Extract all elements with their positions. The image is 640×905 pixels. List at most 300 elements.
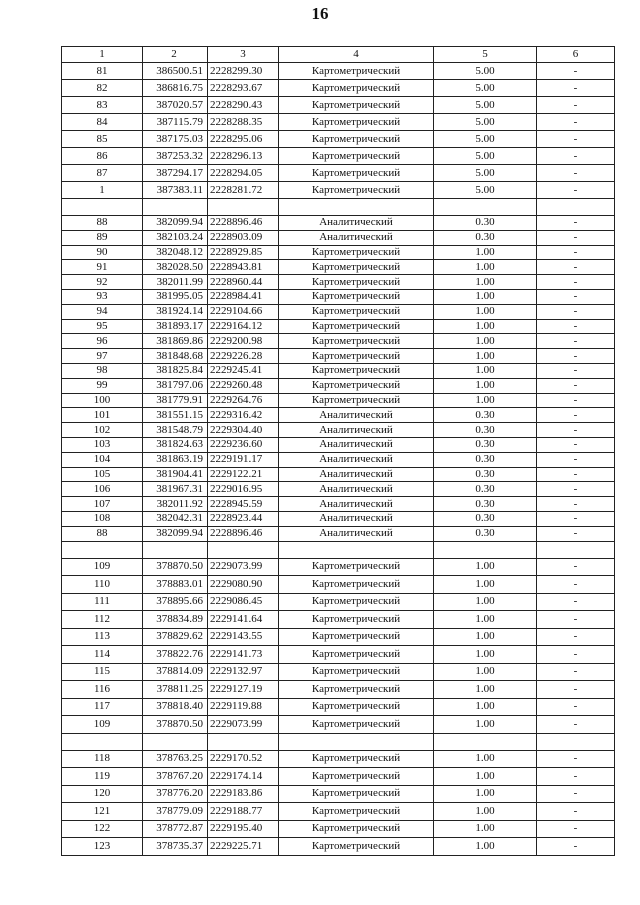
cell-note: - xyxy=(537,230,615,245)
cell-note: - xyxy=(537,289,615,304)
table-row xyxy=(62,114,615,131)
cell-y: 2229164.12 xyxy=(208,319,279,334)
cell-note: - xyxy=(537,663,615,681)
cell-y: 2228945.59 xyxy=(208,497,279,512)
cell-y: 2229304.40 xyxy=(208,423,279,438)
empty-cell xyxy=(434,541,537,558)
cell-accuracy: 0.30 xyxy=(434,230,537,245)
cell-note: - xyxy=(537,165,615,182)
cell-method: Картометрический xyxy=(279,80,434,97)
cell-method: Аналитический xyxy=(279,408,434,423)
cell-note: - xyxy=(537,482,615,497)
cell-point-number: 107 xyxy=(62,497,143,512)
cell-x: 381797.06 xyxy=(143,378,208,393)
cell-method: Картометрический xyxy=(279,63,434,80)
cell-method: Картометрический xyxy=(279,260,434,275)
table-row xyxy=(62,820,615,838)
cell-y: 2229236.60 xyxy=(208,437,279,452)
cell-x: 387175.03 xyxy=(143,131,208,148)
header-cell-x: 2 xyxy=(143,47,208,63)
cell-accuracy: 0.30 xyxy=(434,497,537,512)
cell-method: Картометрический xyxy=(279,698,434,716)
cell-note: - xyxy=(537,768,615,786)
cell-method: Аналитический xyxy=(279,437,434,452)
cell-y: 2229183.86 xyxy=(208,785,279,803)
table-row xyxy=(62,785,615,803)
cell-method: Картометрический xyxy=(279,785,434,803)
header-cell-note: 6 xyxy=(537,47,615,63)
cell-y: 2229264.76 xyxy=(208,393,279,408)
table-header-row xyxy=(62,47,615,63)
cell-note: - xyxy=(537,378,615,393)
cell-point-number: 98 xyxy=(62,363,143,378)
cell-point-number: 101 xyxy=(62,408,143,423)
cell-point-number: 105 xyxy=(62,467,143,482)
cell-accuracy: 0.30 xyxy=(434,482,537,497)
cell-point-number: 114 xyxy=(62,646,143,664)
header-cell-y: 3 xyxy=(208,47,279,63)
cell-y: 2229174.14 xyxy=(208,768,279,786)
header-cell-method: 4 xyxy=(279,47,434,63)
cell-note: - xyxy=(537,216,615,231)
cell-note: - xyxy=(537,148,615,165)
cell-y: 2229195.40 xyxy=(208,820,279,838)
cell-method: Аналитический xyxy=(279,216,434,231)
cell-point-number: 100 xyxy=(62,393,143,408)
cell-y: 2229141.64 xyxy=(208,611,279,629)
table-row xyxy=(62,393,615,408)
cell-y: 2229086.45 xyxy=(208,593,279,611)
cell-accuracy: 5.00 xyxy=(434,97,537,114)
cell-note: - xyxy=(537,558,615,576)
cell-x: 387253.32 xyxy=(143,148,208,165)
cell-method: Картометрический xyxy=(279,319,434,334)
empty-cell xyxy=(279,541,434,558)
table-row xyxy=(62,148,615,165)
cell-point-number: 90 xyxy=(62,245,143,260)
cell-y: 2229122.21 xyxy=(208,467,279,482)
cell-note: - xyxy=(537,511,615,526)
cell-note: - xyxy=(537,698,615,716)
table-row xyxy=(62,363,615,378)
cell-method: Картометрический xyxy=(279,681,434,699)
cell-x: 378735.37 xyxy=(143,838,208,856)
cell-x: 378822.76 xyxy=(143,646,208,664)
cell-x: 381967.31 xyxy=(143,482,208,497)
cell-point-number: 91 xyxy=(62,260,143,275)
cell-x: 382028.50 xyxy=(143,260,208,275)
cell-accuracy: 5.00 xyxy=(434,148,537,165)
table-row xyxy=(62,378,615,393)
cell-y: 2229245.41 xyxy=(208,363,279,378)
table-row xyxy=(62,663,615,681)
cell-point-number: 1 xyxy=(62,182,143,199)
cell-point-number: 119 xyxy=(62,768,143,786)
cell-y: 2229119.88 xyxy=(208,698,279,716)
cell-note: - xyxy=(537,245,615,260)
empty-cell xyxy=(537,199,615,216)
cell-note: - xyxy=(537,393,615,408)
cell-x: 381869.86 xyxy=(143,334,208,349)
cell-method: Аналитический xyxy=(279,423,434,438)
cell-y: 2229316.42 xyxy=(208,408,279,423)
cell-y: 2229132.97 xyxy=(208,663,279,681)
cell-x: 381893.17 xyxy=(143,319,208,334)
cell-method: Картометрический xyxy=(279,803,434,821)
cell-note: - xyxy=(537,319,615,334)
cell-x: 382099.94 xyxy=(143,216,208,231)
cell-x: 386816.75 xyxy=(143,80,208,97)
table-row xyxy=(62,80,615,97)
cell-point-number: 85 xyxy=(62,131,143,148)
cell-point-number: 81 xyxy=(62,63,143,80)
cell-point-number: 116 xyxy=(62,681,143,699)
cell-method: Картометрический xyxy=(279,628,434,646)
cell-note: - xyxy=(537,80,615,97)
cell-method: Картометрический xyxy=(279,131,434,148)
cell-note: - xyxy=(537,467,615,482)
cell-accuracy: 0.30 xyxy=(434,216,537,231)
cell-method: Картометрический xyxy=(279,611,434,629)
cell-method: Картометрический xyxy=(279,289,434,304)
cell-method: Картометрический xyxy=(279,148,434,165)
cell-point-number: 103 xyxy=(62,437,143,452)
cell-x: 378814.09 xyxy=(143,663,208,681)
cell-method: Картометрический xyxy=(279,114,434,131)
table-row xyxy=(62,319,615,334)
cell-accuracy: 0.30 xyxy=(434,423,537,438)
cell-x: 378811.25 xyxy=(143,681,208,699)
cell-point-number: 88 xyxy=(62,526,143,541)
table-row xyxy=(62,467,615,482)
cell-point-number: 117 xyxy=(62,698,143,716)
cell-method: Картометрический xyxy=(279,750,434,768)
cell-method: Аналитический xyxy=(279,467,434,482)
cell-accuracy: 1.00 xyxy=(434,593,537,611)
cell-x: 387383.11 xyxy=(143,182,208,199)
cell-method: Картометрический xyxy=(279,716,434,734)
cell-accuracy: 0.30 xyxy=(434,526,537,541)
cell-method: Картометрический xyxy=(279,378,434,393)
cell-accuracy: 1.00 xyxy=(434,363,537,378)
cell-note: - xyxy=(537,497,615,512)
cell-note: - xyxy=(537,349,615,364)
cell-method: Картометрический xyxy=(279,838,434,856)
cell-x: 381848.68 xyxy=(143,349,208,364)
cell-y: 2229225.71 xyxy=(208,838,279,856)
cell-accuracy: 1.00 xyxy=(434,334,537,349)
cell-x: 378776.20 xyxy=(143,785,208,803)
header-cell-point-number: 1 xyxy=(62,47,143,63)
table-row xyxy=(62,628,615,646)
table-row xyxy=(62,593,615,611)
cell-method: Аналитический xyxy=(279,526,434,541)
cell-y: 2229127.19 xyxy=(208,681,279,699)
cell-x: 381924.14 xyxy=(143,304,208,319)
cell-accuracy: 1.00 xyxy=(434,275,537,290)
cell-point-number: 111 xyxy=(62,593,143,611)
table-row xyxy=(62,216,615,231)
cell-note: - xyxy=(537,304,615,319)
cell-method: Картометрический xyxy=(279,820,434,838)
cell-note: - xyxy=(537,131,615,148)
cell-note: - xyxy=(537,63,615,80)
cell-y: 2228923.44 xyxy=(208,511,279,526)
cell-note: - xyxy=(537,716,615,734)
cell-method: Картометрический xyxy=(279,593,434,611)
cell-x: 378870.50 xyxy=(143,716,208,734)
cell-y: 2229191.17 xyxy=(208,452,279,467)
cell-accuracy: 1.00 xyxy=(434,378,537,393)
table-row xyxy=(62,482,615,497)
cell-note: - xyxy=(537,97,615,114)
cell-point-number: 93 xyxy=(62,289,143,304)
cell-accuracy: 1.00 xyxy=(434,820,537,838)
table-row xyxy=(62,497,615,512)
cell-accuracy: 1.00 xyxy=(434,698,537,716)
cell-accuracy: 1.00 xyxy=(434,393,537,408)
cell-method: Аналитический xyxy=(279,497,434,512)
table-row xyxy=(62,452,615,467)
cell-accuracy: 5.00 xyxy=(434,131,537,148)
empty-cell xyxy=(208,733,279,750)
cell-note: - xyxy=(537,437,615,452)
cell-accuracy: 1.00 xyxy=(434,803,537,821)
cell-x: 382011.99 xyxy=(143,275,208,290)
cell-method: Картометрический xyxy=(279,363,434,378)
cell-point-number: 87 xyxy=(62,165,143,182)
cell-point-number: 92 xyxy=(62,275,143,290)
cell-point-number: 94 xyxy=(62,304,143,319)
cell-accuracy: 1.00 xyxy=(434,245,537,260)
cell-accuracy: 1.00 xyxy=(434,260,537,275)
cell-note: - xyxy=(537,750,615,768)
cell-note: - xyxy=(537,628,615,646)
cell-note: - xyxy=(537,260,615,275)
cell-point-number: 86 xyxy=(62,148,143,165)
cell-point-number: 83 xyxy=(62,97,143,114)
cell-y: 2228896.46 xyxy=(208,526,279,541)
table-row xyxy=(62,511,615,526)
cell-note: - xyxy=(537,803,615,821)
cell-method: Картометрический xyxy=(279,768,434,786)
cell-x: 378829.62 xyxy=(143,628,208,646)
cell-point-number: 97 xyxy=(62,349,143,364)
cell-note: - xyxy=(537,611,615,629)
table-row xyxy=(62,558,615,576)
cell-point-number: 95 xyxy=(62,319,143,334)
cell-x: 382048.12 xyxy=(143,245,208,260)
cell-accuracy: 0.30 xyxy=(434,408,537,423)
cell-accuracy: 1.00 xyxy=(434,750,537,768)
cell-accuracy: 0.30 xyxy=(434,511,537,526)
table-row xyxy=(62,275,615,290)
cell-accuracy: 1.00 xyxy=(434,646,537,664)
cell-x: 378772.87 xyxy=(143,820,208,838)
table-row xyxy=(62,289,615,304)
cell-accuracy: 1.00 xyxy=(434,663,537,681)
cell-x: 378870.50 xyxy=(143,558,208,576)
cell-accuracy: 0.30 xyxy=(434,437,537,452)
cell-x: 378895.66 xyxy=(143,593,208,611)
cell-y: 2229073.99 xyxy=(208,558,279,576)
table-row xyxy=(62,349,615,364)
empty-cell xyxy=(208,199,279,216)
cell-accuracy: 5.00 xyxy=(434,80,537,97)
cell-y: 2229260.48 xyxy=(208,378,279,393)
cell-accuracy: 1.00 xyxy=(434,681,537,699)
cell-x: 381779.91 xyxy=(143,393,208,408)
empty-cell xyxy=(62,541,143,558)
cell-note: - xyxy=(537,785,615,803)
cell-method: Картометрический xyxy=(279,576,434,594)
cell-method: Картометрический xyxy=(279,275,434,290)
empty-cell xyxy=(537,733,615,750)
cell-y: 2228295.06 xyxy=(208,131,279,148)
cell-point-number: 115 xyxy=(62,663,143,681)
cell-y: 2228290.43 xyxy=(208,97,279,114)
cell-x: 382042.31 xyxy=(143,511,208,526)
cell-x: 387294.17 xyxy=(143,165,208,182)
table-row xyxy=(62,576,615,594)
cell-y: 2229104.66 xyxy=(208,304,279,319)
empty-cell xyxy=(208,541,279,558)
table-row xyxy=(62,230,615,245)
group-separator-row xyxy=(62,199,615,216)
cell-y: 2228984.41 xyxy=(208,289,279,304)
table-row xyxy=(62,165,615,182)
cell-note: - xyxy=(537,423,615,438)
cell-point-number: 109 xyxy=(62,558,143,576)
cell-y: 2229143.55 xyxy=(208,628,279,646)
cell-y: 2228896.46 xyxy=(208,216,279,231)
cell-y: 2228281.72 xyxy=(208,182,279,199)
cell-accuracy: 1.00 xyxy=(434,558,537,576)
cell-point-number: 84 xyxy=(62,114,143,131)
cell-x: 382099.94 xyxy=(143,526,208,541)
cell-method: Картометрический xyxy=(279,349,434,364)
cell-y: 2229170.52 xyxy=(208,750,279,768)
cell-x: 386500.51 xyxy=(143,63,208,80)
cell-method: Картометрический xyxy=(279,334,434,349)
group-separator-row xyxy=(62,541,615,558)
cell-x: 382103.24 xyxy=(143,230,208,245)
cell-point-number: 106 xyxy=(62,482,143,497)
cell-accuracy: 1.00 xyxy=(434,576,537,594)
cell-point-number: 109 xyxy=(62,716,143,734)
cell-y: 2228294.05 xyxy=(208,165,279,182)
table-row xyxy=(62,63,615,80)
cell-point-number: 82 xyxy=(62,80,143,97)
cell-x: 381551.15 xyxy=(143,408,208,423)
cell-point-number: 122 xyxy=(62,820,143,838)
empty-cell xyxy=(279,199,434,216)
empty-cell xyxy=(143,199,208,216)
cell-point-number: 120 xyxy=(62,785,143,803)
cell-note: - xyxy=(537,363,615,378)
cell-note: - xyxy=(537,452,615,467)
page-number: 16 xyxy=(311,4,329,23)
empty-cell xyxy=(62,199,143,216)
cell-y: 2229073.99 xyxy=(208,716,279,734)
cell-accuracy: 1.00 xyxy=(434,768,537,786)
cell-accuracy: 1.00 xyxy=(434,304,537,319)
empty-cell xyxy=(62,733,143,750)
cell-method: Картометрический xyxy=(279,646,434,664)
cell-note: - xyxy=(537,838,615,856)
cell-y: 2228288.35 xyxy=(208,114,279,131)
empty-cell xyxy=(279,733,434,750)
table-body xyxy=(62,63,615,856)
empty-cell xyxy=(143,541,208,558)
table-row xyxy=(62,681,615,699)
cell-method: Аналитический xyxy=(279,452,434,467)
cell-point-number: 108 xyxy=(62,511,143,526)
cell-method: Картометрический xyxy=(279,245,434,260)
table-row xyxy=(62,437,615,452)
cell-method: Картометрический xyxy=(279,182,434,199)
table-row xyxy=(62,245,615,260)
cell-accuracy: 0.30 xyxy=(434,467,537,482)
cell-note: - xyxy=(537,593,615,611)
table-row xyxy=(62,716,615,734)
cell-method: Картометрический xyxy=(279,663,434,681)
coordinates-table xyxy=(61,46,615,856)
cell-note: - xyxy=(537,576,615,594)
table-row xyxy=(62,131,615,148)
header-cell-accuracy: 5 xyxy=(434,47,537,63)
cell-note: - xyxy=(537,275,615,290)
cell-y: 2228903.09 xyxy=(208,230,279,245)
cell-y: 2228929.85 xyxy=(208,245,279,260)
cell-point-number: 96 xyxy=(62,334,143,349)
cell-accuracy: 1.00 xyxy=(434,785,537,803)
table-row xyxy=(62,304,615,319)
empty-cell xyxy=(434,199,537,216)
table-row xyxy=(62,750,615,768)
cell-y: 2229016.95 xyxy=(208,482,279,497)
cell-x: 387115.79 xyxy=(143,114,208,131)
cell-y: 2229188.77 xyxy=(208,803,279,821)
empty-cell xyxy=(434,733,537,750)
cell-note: - xyxy=(537,820,615,838)
cell-x: 381863.19 xyxy=(143,452,208,467)
cell-note: - xyxy=(537,681,615,699)
cell-accuracy: 5.00 xyxy=(434,182,537,199)
table-row xyxy=(62,260,615,275)
cell-y: 2228299.30 xyxy=(208,63,279,80)
empty-cell xyxy=(537,541,615,558)
cell-accuracy: 1.00 xyxy=(434,349,537,364)
cell-accuracy: 5.00 xyxy=(434,114,537,131)
cell-method: Аналитический xyxy=(279,511,434,526)
table-row xyxy=(62,646,615,664)
cell-x: 378818.40 xyxy=(143,698,208,716)
cell-x: 381548.79 xyxy=(143,423,208,438)
cell-point-number: 123 xyxy=(62,838,143,856)
table-row xyxy=(62,698,615,716)
cell-note: - xyxy=(537,526,615,541)
table-row xyxy=(62,408,615,423)
cell-point-number: 99 xyxy=(62,378,143,393)
cell-y: 2229080.90 xyxy=(208,576,279,594)
cell-accuracy: 0.30 xyxy=(434,452,537,467)
cell-accuracy: 1.00 xyxy=(434,716,537,734)
cell-point-number: 112 xyxy=(62,611,143,629)
cell-method: Аналитический xyxy=(279,482,434,497)
table-row xyxy=(62,182,615,199)
cell-y: 2229200.98 xyxy=(208,334,279,349)
